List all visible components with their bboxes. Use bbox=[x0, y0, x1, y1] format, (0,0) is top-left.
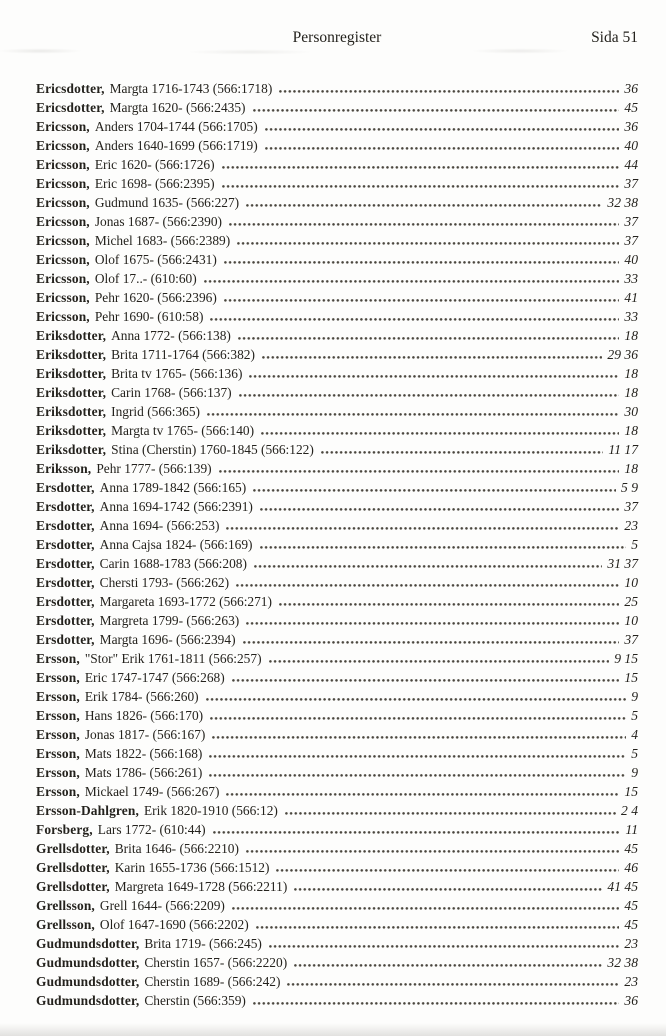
entry-surname: Ersson, bbox=[36, 708, 80, 723]
entry-surname: Gudmundsdotter, bbox=[36, 974, 140, 989]
entry-surname: Ericsson, bbox=[36, 309, 90, 324]
register-entry bbox=[36, 98, 638, 117]
register-entry bbox=[36, 934, 638, 953]
register-entry bbox=[36, 668, 638, 687]
entry-surname: Gudmundsdotter, bbox=[36, 936, 140, 951]
entry-surname: Ersson-Dahlgren, bbox=[36, 803, 139, 818]
register-entry bbox=[36, 554, 638, 573]
entry-page-numbers: 33 bbox=[624, 309, 638, 324]
entry-page-numbers: 18 bbox=[624, 461, 638, 476]
entry-surname: Eriksdotter, bbox=[36, 442, 107, 457]
entry-page-numbers: 23 bbox=[624, 974, 638, 989]
register-entry bbox=[36, 459, 638, 478]
entry-details: Eric 1747-1747 (566:268) bbox=[84, 670, 225, 685]
entry-details: Karin 1655-1736 (566:1512) bbox=[114, 860, 270, 875]
entry-surname: Ericsson, bbox=[36, 195, 90, 210]
entry-page-numbers: 33 bbox=[624, 271, 638, 286]
entry-details: Chersti 1793- (566:262) bbox=[99, 575, 230, 590]
dotted-leader bbox=[254, 565, 602, 568]
entry-page-numbers: 37 bbox=[624, 233, 638, 248]
entry-surname: Eriksson, bbox=[36, 461, 92, 476]
dotted-leader bbox=[232, 679, 620, 682]
register-entry bbox=[36, 212, 638, 231]
dotted-leader bbox=[276, 869, 619, 872]
dotted-leader bbox=[253, 489, 616, 492]
entry-details: Carin 1768- (566:137) bbox=[111, 385, 232, 400]
register-entry bbox=[36, 611, 638, 630]
entry-page-numbers: 40 bbox=[624, 252, 638, 267]
dotted-leader bbox=[269, 945, 620, 948]
register-entry bbox=[36, 839, 638, 858]
dotted-leader bbox=[224, 299, 620, 302]
register-entry bbox=[36, 117, 638, 136]
register-entry bbox=[36, 535, 638, 554]
dotted-leader bbox=[229, 223, 619, 226]
entry-details: Margta tv 1765- (566:140) bbox=[111, 423, 255, 438]
register-entry bbox=[36, 421, 638, 440]
entry-surname: Eriksdotter, bbox=[36, 385, 107, 400]
register-entry bbox=[36, 687, 638, 706]
entry-page-numbers: 31 37 bbox=[607, 556, 638, 571]
dotted-leader bbox=[246, 622, 619, 625]
register-entry bbox=[36, 307, 638, 326]
entry-surname: Ersdotter, bbox=[36, 613, 95, 628]
entry-page-numbers: 37 bbox=[624, 214, 638, 229]
entry-page-numbers: 18 bbox=[624, 385, 638, 400]
entry-details: Olof 1647-1690 (566:2202) bbox=[99, 917, 249, 932]
register-entry bbox=[36, 269, 638, 288]
entry-surname: Ersson, bbox=[36, 727, 80, 742]
entry-details: Brita 1711-1764 (566:382) bbox=[111, 347, 255, 362]
entry-surname: Ericsson, bbox=[36, 252, 90, 267]
dotted-leader bbox=[209, 755, 626, 758]
entry-surname: Ericsdotter, bbox=[36, 81, 105, 96]
entry-surname: Ersdotter, bbox=[36, 499, 95, 514]
dotted-leader bbox=[226, 527, 619, 530]
entry-page-numbers: 4 bbox=[631, 727, 638, 742]
register-entry bbox=[36, 858, 638, 877]
entry-page-numbers: 2 4 bbox=[621, 803, 638, 818]
entry-page-numbers: 41 bbox=[624, 290, 638, 305]
register-entry bbox=[36, 972, 638, 991]
entry-surname: Ericsson, bbox=[36, 157, 90, 172]
register-entry bbox=[36, 402, 638, 421]
entry-page-numbers: 11 17 bbox=[608, 442, 638, 457]
entry-surname: Eriksdotter, bbox=[36, 328, 107, 343]
entry-details: Anna 1694-1742 (566:2391) bbox=[99, 499, 253, 514]
dotted-leader bbox=[210, 717, 626, 720]
register-entry bbox=[36, 763, 638, 782]
entry-surname: Ersson, bbox=[36, 746, 80, 761]
dotted-leader bbox=[246, 204, 602, 207]
entry-details: Jonas 1817- (566:167) bbox=[84, 727, 206, 742]
entry-surname: Grellsdotter, bbox=[36, 879, 110, 894]
entry-page-numbers: 5 bbox=[631, 708, 638, 723]
register-entry bbox=[36, 592, 638, 611]
entry-surname: Ericsson, bbox=[36, 271, 90, 286]
register-entry bbox=[36, 649, 638, 668]
entry-details: Margta 1696- (566:2394) bbox=[99, 632, 236, 647]
dotted-leader bbox=[285, 812, 616, 815]
entry-surname: Ersson, bbox=[36, 784, 80, 799]
dotted-leader bbox=[219, 470, 620, 473]
register-entry bbox=[36, 953, 638, 972]
dotted-leader bbox=[294, 964, 602, 967]
dotted-leader bbox=[256, 926, 620, 929]
entry-surname: Gudmundsdotter, bbox=[36, 955, 140, 970]
entry-page-numbers: 23 bbox=[624, 936, 638, 951]
entry-details: Pehr 1690- (610:58) bbox=[94, 309, 204, 324]
entry-details: Mats 1822- (566:168) bbox=[84, 746, 203, 761]
entry-details: Jonas 1687- (566:2390) bbox=[94, 214, 223, 229]
entry-surname: Eriksdotter, bbox=[36, 404, 107, 419]
entry-page-numbers: 5 bbox=[631, 746, 638, 761]
dotted-leader bbox=[204, 280, 620, 283]
entry-details: Erik 1784- (566:260) bbox=[84, 689, 199, 704]
dotted-leader bbox=[213, 831, 621, 834]
register-entry bbox=[36, 326, 638, 345]
register-entry bbox=[36, 706, 638, 725]
register-entry bbox=[36, 478, 638, 497]
register-entry bbox=[36, 79, 638, 98]
entry-page-numbers: 9 15 bbox=[614, 651, 638, 666]
register-entry bbox=[36, 288, 638, 307]
entry-surname: Ersson, bbox=[36, 670, 80, 685]
entry-page-numbers: 5 9 bbox=[621, 480, 638, 495]
register-entry bbox=[36, 725, 638, 744]
entry-details: Lars 1772- (610:44) bbox=[97, 822, 206, 837]
entry-details: Pehr 1620- (566:2396) bbox=[94, 290, 217, 305]
entry-surname: Forsberg, bbox=[36, 822, 93, 837]
entry-details: Pehr 1777- (566:139) bbox=[96, 461, 212, 476]
entry-details: Stina (Cherstin) 1760-1845 (566:122) bbox=[111, 442, 314, 457]
entry-details: Ingrid (566:365) bbox=[111, 404, 201, 419]
entry-page-numbers: 11 bbox=[625, 822, 638, 837]
dotted-leader bbox=[236, 584, 619, 587]
entry-page-numbers: 10 bbox=[624, 613, 638, 628]
entry-page-numbers: 36 bbox=[624, 81, 638, 96]
register-entry bbox=[36, 782, 638, 801]
register-entry bbox=[36, 915, 638, 934]
dotted-leader bbox=[207, 413, 619, 416]
entry-page-numbers: 40 bbox=[624, 138, 638, 153]
entry-page-numbers: 18 bbox=[624, 366, 638, 381]
dotted-leader bbox=[232, 907, 620, 910]
entry-surname: Ersdotter, bbox=[36, 594, 95, 609]
dotted-leader bbox=[239, 394, 620, 397]
dotted-leader bbox=[294, 888, 602, 891]
page-number-label: Sida 51 bbox=[591, 29, 638, 46]
entry-page-numbers: 46 bbox=[624, 860, 638, 875]
entry-surname: Ericsson, bbox=[36, 233, 90, 248]
entry-details: Brita tv 1765- (566:136) bbox=[111, 366, 243, 381]
dotted-leader bbox=[260, 508, 620, 511]
entry-page-numbers: 9 bbox=[631, 689, 638, 704]
scan-artifact bbox=[0, 1023, 666, 1036]
dotted-leader bbox=[279, 90, 619, 93]
entry-surname: Grellsdotter, bbox=[36, 841, 110, 856]
entry-details: "Stor" Erik 1761-1811 (566:257) bbox=[84, 651, 262, 666]
entry-surname: Ersson, bbox=[36, 689, 80, 704]
entry-surname: Grellsson, bbox=[36, 917, 95, 932]
entry-page-numbers: 37 bbox=[624, 632, 638, 647]
entry-page-numbers: 9 bbox=[631, 765, 638, 780]
register-entry bbox=[36, 820, 638, 839]
entry-details: Mats 1786- (566:261) bbox=[84, 765, 203, 780]
entry-page-numbers: 37 bbox=[624, 499, 638, 514]
dotted-leader bbox=[206, 698, 627, 701]
entry-page-numbers: 45 bbox=[624, 100, 638, 115]
entry-page-numbers: 15 bbox=[624, 670, 638, 685]
entry-surname: Ersson, bbox=[36, 651, 80, 666]
entry-details: Margta 1620- (566:2435) bbox=[109, 100, 246, 115]
dotted-leader bbox=[224, 261, 620, 264]
register-entry bbox=[36, 573, 638, 592]
entry-page-numbers: 25 bbox=[624, 594, 638, 609]
entry-page-numbers: 45 bbox=[624, 898, 638, 913]
entry-surname: Grellsdotter, bbox=[36, 860, 110, 875]
entry-surname: Ersdotter, bbox=[36, 556, 95, 571]
register-entry bbox=[36, 193, 638, 212]
entry-details: Margreta 1649-1728 (566:2211) bbox=[114, 879, 288, 894]
entry-details: Margta 1716-1743 (566:1718) bbox=[109, 81, 273, 96]
entry-page-numbers: 15 bbox=[624, 784, 638, 799]
entry-surname: Eriksdotter, bbox=[36, 366, 107, 381]
entry-details: Anna 1772- (566:138) bbox=[111, 328, 231, 343]
dotted-leader bbox=[265, 147, 620, 150]
entry-surname: Ersdotter, bbox=[36, 632, 95, 647]
dotted-leader bbox=[265, 128, 620, 131]
entry-details: Gudmund 1635- (566:227) bbox=[94, 195, 240, 210]
entry-surname: Ericsson, bbox=[36, 119, 90, 134]
entry-details: Mickael 1749- (566:267) bbox=[84, 784, 220, 799]
entry-page-numbers: 10 bbox=[624, 575, 638, 590]
entry-details: Anna Cajsa 1824- (566:169) bbox=[99, 537, 253, 552]
register-entry bbox=[36, 497, 638, 516]
dotted-leader bbox=[210, 318, 619, 321]
register-entry bbox=[36, 136, 638, 155]
dotted-leader bbox=[212, 736, 626, 739]
dotted-leader bbox=[261, 432, 619, 435]
entry-surname: Ericsson, bbox=[36, 214, 90, 229]
entry-page-numbers: 23 bbox=[624, 518, 638, 533]
entry-surname: Grellsson, bbox=[36, 898, 95, 913]
entry-page-numbers: 32 38 bbox=[607, 955, 638, 970]
register-entry bbox=[36, 516, 638, 535]
entry-details: Eric 1620- (566:1726) bbox=[94, 157, 215, 172]
entry-surname: Eriksdotter, bbox=[36, 347, 107, 362]
entry-page-numbers: 36 bbox=[624, 119, 638, 134]
entry-page-numbers: 5 bbox=[631, 537, 638, 552]
dotted-leader bbox=[209, 774, 626, 777]
entry-details: Margreta 1799- (566:263) bbox=[99, 613, 240, 628]
register-entry bbox=[36, 744, 638, 763]
entry-surname: Ericsson, bbox=[36, 176, 90, 191]
entry-surname: Ersdotter, bbox=[36, 575, 95, 590]
page-header bbox=[0, 0, 666, 48]
entry-details: Brita 1646- (566:2210) bbox=[114, 841, 239, 856]
entry-details: Eric 1698- (566:2395) bbox=[94, 176, 215, 191]
entry-details: Anders 1640-1699 (566:1719) bbox=[94, 138, 258, 153]
entry-details: Brita 1719- (566:245) bbox=[144, 936, 262, 951]
dotted-leader bbox=[262, 356, 602, 359]
entry-surname: Ericsdotter, bbox=[36, 100, 105, 115]
entry-surname: Gudmundsdotter, bbox=[36, 993, 140, 1008]
register-entry bbox=[36, 801, 638, 820]
register-entry bbox=[36, 250, 638, 269]
dotted-leader bbox=[287, 983, 619, 986]
entry-surname: Ericsson, bbox=[36, 290, 90, 305]
dotted-leader bbox=[243, 641, 620, 644]
entry-details: Margareta 1693-1772 (566:271) bbox=[99, 594, 272, 609]
entry-details: Hans 1826- (566:170) bbox=[84, 708, 204, 723]
entry-page-numbers: 45 bbox=[624, 917, 638, 932]
register-entry bbox=[36, 630, 638, 649]
dotted-leader bbox=[321, 451, 604, 454]
register-entry bbox=[36, 896, 638, 915]
register-list bbox=[0, 79, 666, 1010]
register-entry bbox=[36, 364, 638, 383]
dotted-leader bbox=[253, 109, 620, 112]
entry-details: Cherstin 1657- (566:2220) bbox=[144, 955, 288, 970]
entry-page-numbers: 45 bbox=[624, 841, 638, 856]
entry-surname: Ersdotter, bbox=[36, 518, 95, 533]
dotted-leader bbox=[269, 660, 610, 663]
register-entry bbox=[36, 991, 638, 1010]
entry-page-numbers: 44 bbox=[624, 157, 638, 172]
register-entry bbox=[36, 155, 638, 174]
entry-surname: Ersdotter, bbox=[36, 480, 95, 495]
register-entry bbox=[36, 345, 638, 364]
entry-details: Grell 1644- (566:2209) bbox=[99, 898, 225, 913]
entry-page-numbers: 32 38 bbox=[607, 195, 638, 210]
dotted-leader bbox=[260, 546, 627, 549]
entry-page-numbers: 18 bbox=[624, 328, 638, 343]
entry-page-numbers: 18 bbox=[624, 423, 638, 438]
entry-surname: Ersdotter, bbox=[36, 537, 95, 552]
entry-details: Anders 1704-1744 (566:1705) bbox=[94, 119, 258, 134]
entry-details: Carin 1688-1783 (566:208) bbox=[99, 556, 247, 571]
register-entry bbox=[36, 231, 638, 250]
dotted-leader bbox=[249, 375, 619, 378]
entry-surname: Eriksdotter, bbox=[36, 423, 107, 438]
dotted-leader bbox=[222, 166, 620, 169]
entry-details: Cherstin 1689- (566:242) bbox=[144, 974, 281, 989]
entry-details: Olof 1675- (566:2431) bbox=[94, 252, 217, 267]
entry-page-numbers: 29 36 bbox=[607, 347, 638, 362]
entry-details: Erik 1820-1910 (566:12) bbox=[143, 803, 278, 818]
dotted-leader bbox=[222, 185, 620, 188]
entry-surname: Ersson, bbox=[36, 765, 80, 780]
entry-surname: Ericsson, bbox=[36, 138, 90, 153]
dotted-leader bbox=[279, 603, 619, 606]
register-entry bbox=[36, 877, 638, 896]
entry-page-numbers: 30 bbox=[624, 404, 638, 419]
entry-page-numbers: 37 bbox=[624, 176, 638, 191]
dotted-leader bbox=[253, 1002, 620, 1005]
entry-details: Anna 1789-1842 (566:165) bbox=[99, 480, 247, 495]
register-entry bbox=[36, 174, 638, 193]
register-entry bbox=[36, 383, 638, 402]
entry-details: Cherstin (566:359) bbox=[144, 993, 246, 1008]
entry-details: Michel 1683- (566:2389) bbox=[94, 233, 231, 248]
entry-page-numbers: 41 45 bbox=[607, 879, 638, 894]
page-title: Personregister bbox=[292, 29, 382, 46]
dotted-leader bbox=[238, 337, 620, 340]
dotted-leader bbox=[237, 242, 619, 245]
entry-details: Olof 17..- (610:60) bbox=[94, 271, 197, 286]
dotted-leader bbox=[246, 850, 619, 853]
dotted-leader bbox=[226, 793, 619, 796]
entry-page-numbers: 36 bbox=[624, 993, 638, 1008]
entry-details: Anna 1694- (566:253) bbox=[99, 518, 220, 533]
register-entry bbox=[36, 440, 638, 459]
